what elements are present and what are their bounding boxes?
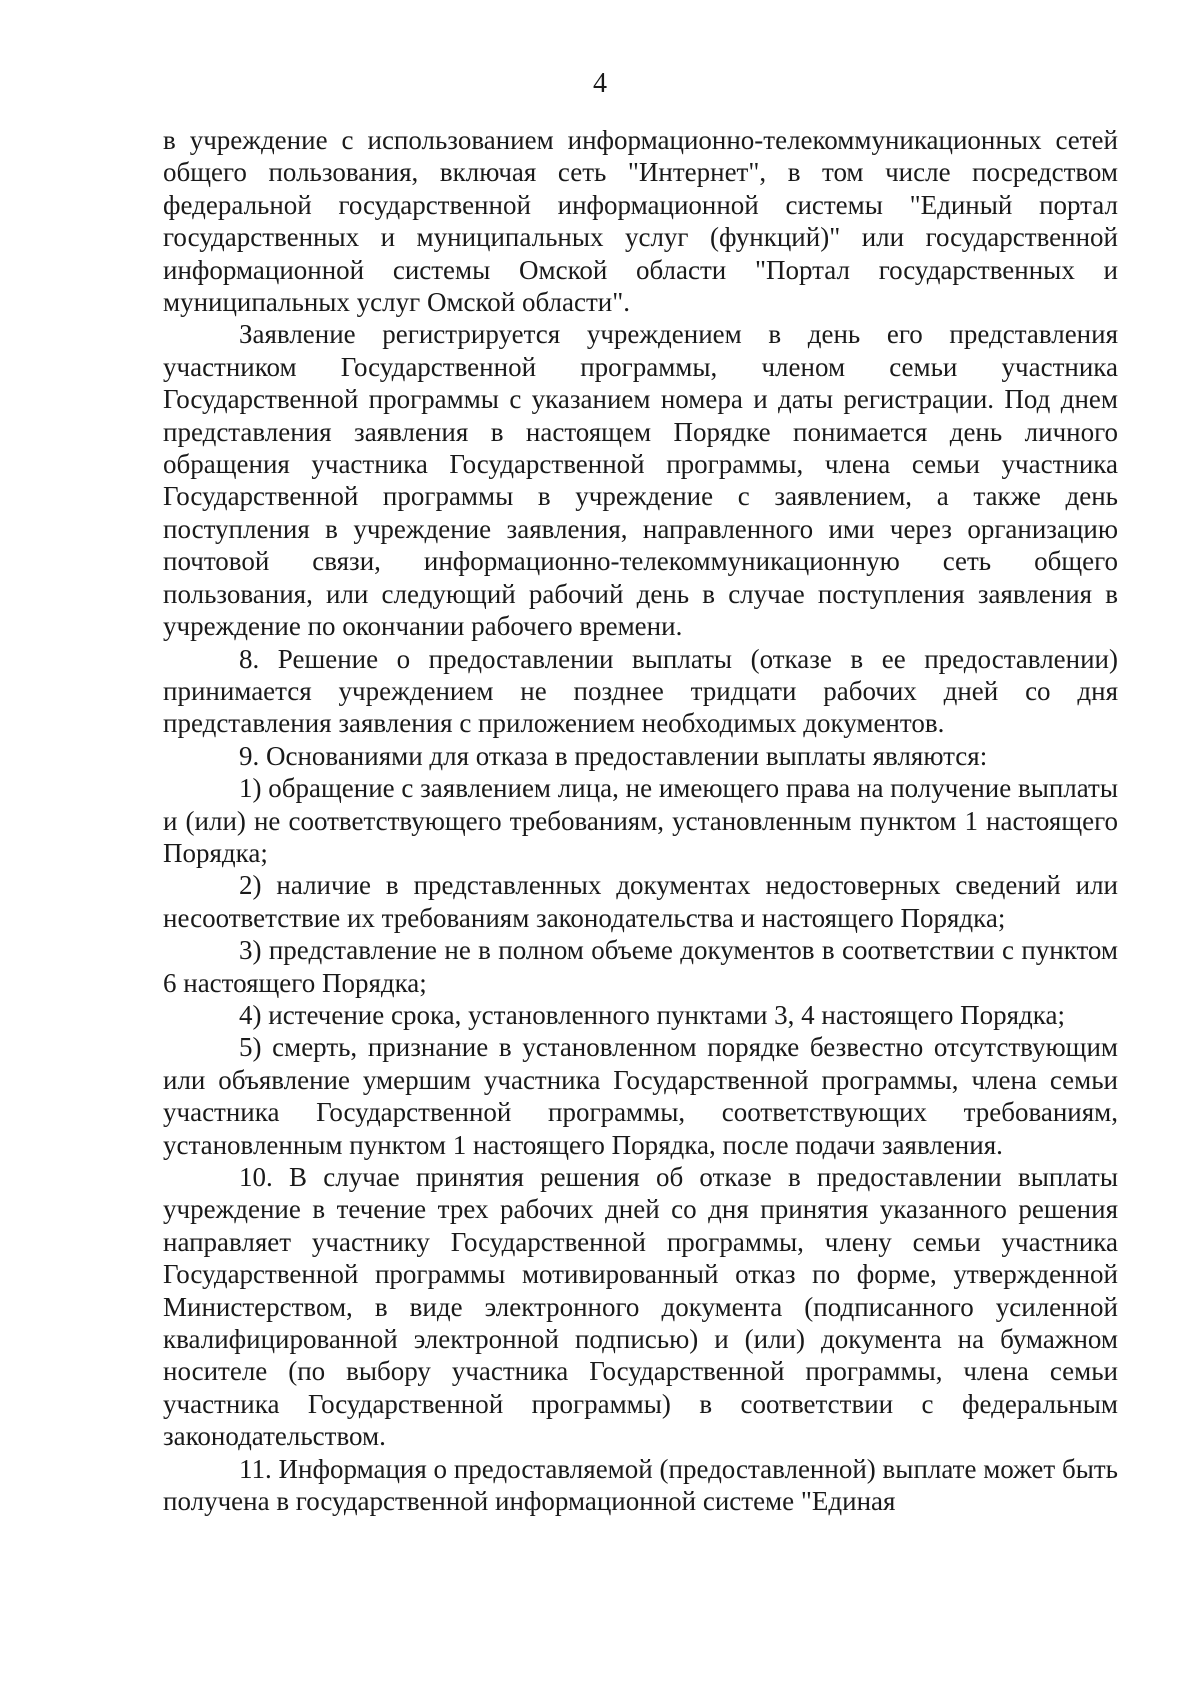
document-body xyxy=(163,124,1118,1517)
paragraph-subitem-5: 5) смерть, признание в установленном порядке безвестно отсутствующим или объявление умершим участника Государственной программы, члена семьи участника Государственной программы, соответствующих требованиям, установленным пунктом 1 настоящего Порядка, после подачи заявления. xyxy=(163,1032,1118,1160)
paragraph-continuation: в учреждение с использованием информационно-телекоммуникационных сетей общего пользования, включая сеть "Интернет", в том числе посредством федеральной государственной информационной системы "Единый портал государственных и муниципальных услуг (функций)" или государственной информационной системы Омской области "Портал государственных и муниципальных услуг Омской области". xyxy=(163,125,1118,318)
paragraph-subitem-1: 1) обращение с заявлением лица, не имеющего права на получение выплаты и (или) не соответствующего требованиям, установленным пунктом 1 настоящего Порядка; xyxy=(163,773,1118,868)
paragraph-item-8: 8. Решение о предоставлении выплаты (отказе в ее предоставлении) принимается учреждением не позднее тридцати рабочих дней со дня представления заявления с приложением необходимых документов. xyxy=(163,643,1118,739)
paragraph-subitem-4: 4) истечение срока, установленного пунктами 3, 4 настоящего Порядка; xyxy=(239,999,1065,1030)
page-number: 4 xyxy=(593,68,607,99)
paragraph-subitem-2: 2) наличие в представленных документах недостоверных сведений или несоответствие их требованиям законодательства и настоящего Порядка; xyxy=(163,870,1118,933)
paragraph-registration: Заявление регистрируется учреждением в день его представления участником Государственной программы, членом семьи участника Государственной программы с указанием номера и даты регистрации. Под днем представления заявления в настоящем Порядке понимается день личного обращения участника Государственной программы, члена семьи участника Государственной программы в учреждение с заявлением, а также день поступления в учреждение заявления, направленного ими через организацию почтовой связи, информационно-телекоммуникационную сеть общего пользования, или следующий рабочий день в случае поступления заявления в учреждение по окончании рабочего времени. xyxy=(163,319,1118,642)
paragraph-subitem-3: 3) представление не в полном объеме документов в соответствии с пунктом 6 настоящего Порядка; xyxy=(163,935,1118,998)
paragraph-item-9: 9. Основаниями для отказа в предоставлении выплаты являются: xyxy=(239,740,988,771)
paragraph-item-10: 10. В случае принятия решения об отказе в предоставлении выплаты учреждение в течение трех рабочих дней со дня принятия указанного решения направляет участнику Государственной программы, члену семьи участника Государственной программы мотивированный отказ по форме, утвержденной Министерством, в виде электронного документа (подписанного усиленной квалифицированной электронной подписью) и (или) документа на бумажном носителе (по выбору участника Государственной программы, члена семьи участника Государственной программы) в соответствии с федеральным законодательством. xyxy=(163,1162,1118,1452)
paragraph-item-11: 11. Информация о предоставляемой (предоставленной) выплате может быть получена в государственной информационной системе "Единая xyxy=(163,1453,1118,1517)
